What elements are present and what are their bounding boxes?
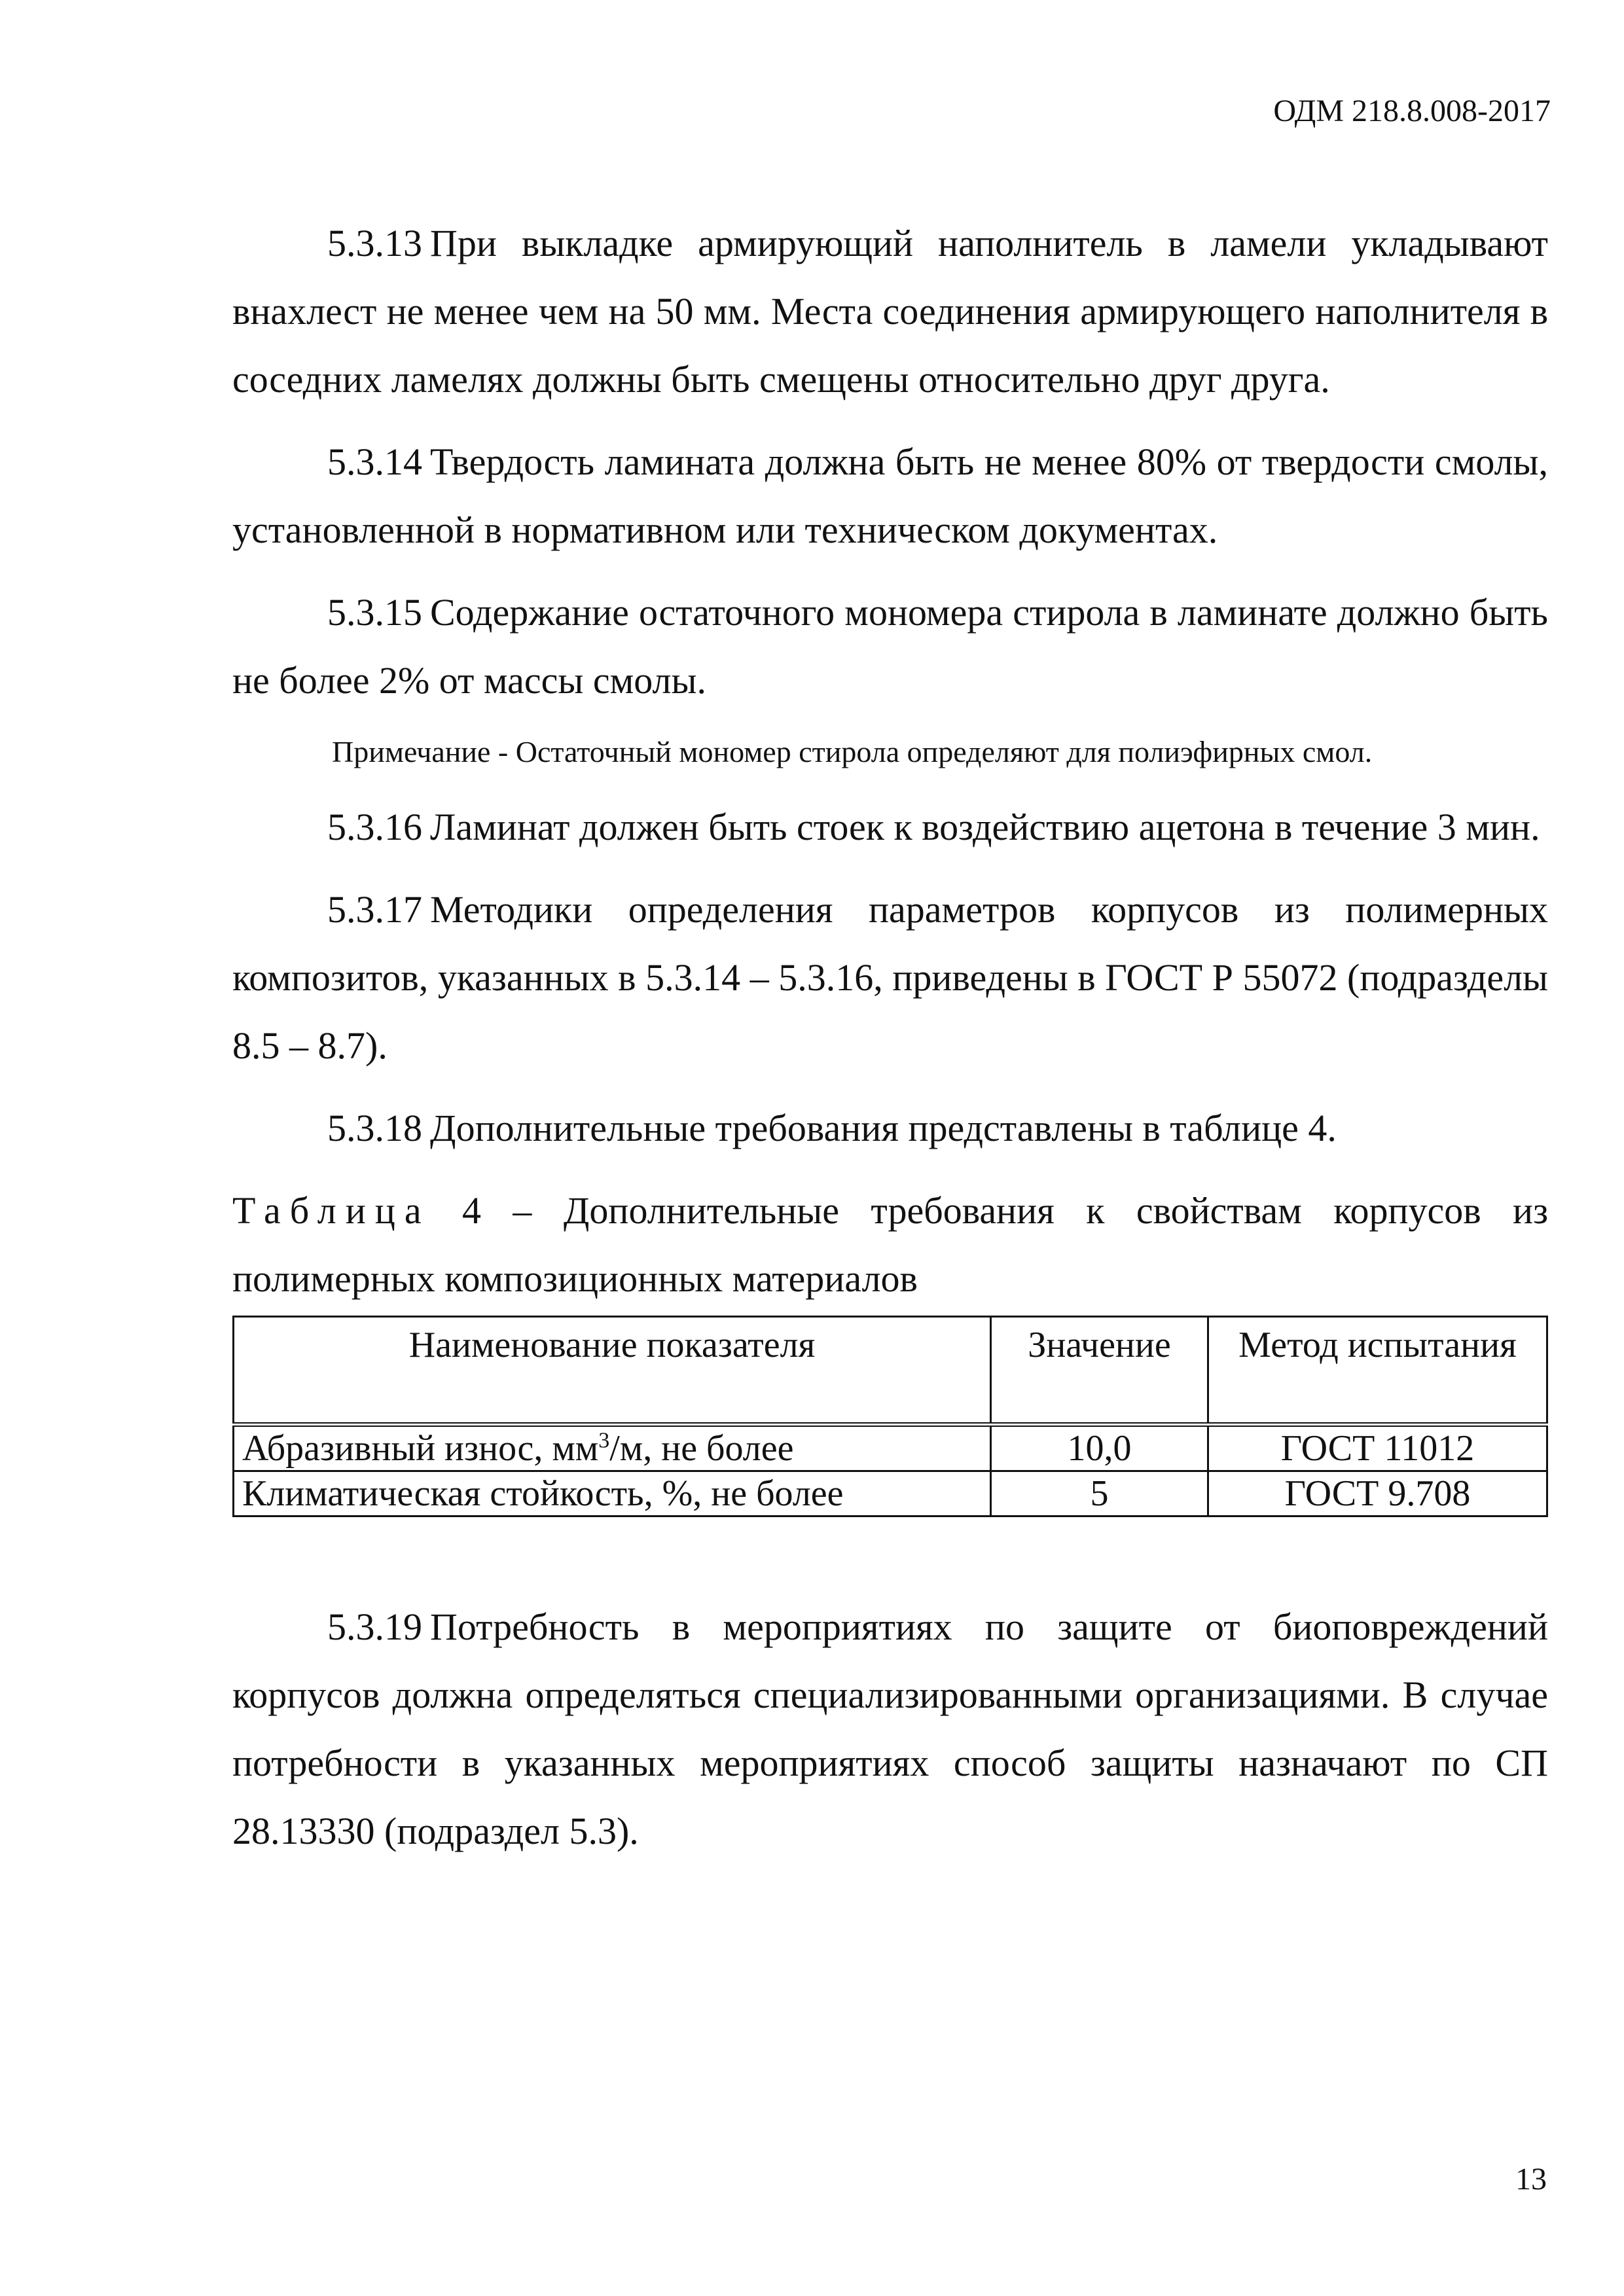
- cell-value: 10,0: [991, 1425, 1208, 1471]
- header-test-method: Метод испытания: [1208, 1317, 1547, 1425]
- clause-text: При выкладке армирующий наполнитель в ламели укладывают внахлест не менее чем на 50 мм. Места соединения армирующего наполнителя в соседних ламелях должны быть смещены относительно друг друга.: [232, 222, 1548, 401]
- superscript: 3: [598, 1428, 610, 1453]
- cell-value: 5: [991, 1471, 1208, 1516]
- table-caption-text: 4 – Дополнительные требования к свойствам корпусов из полимерных композиционных материалов: [232, 1189, 1549, 1300]
- clause-number: 5.3.15: [327, 591, 422, 634]
- clause-number: 5.3.17: [327, 888, 422, 931]
- paragraph-5-3-19: [232, 1593, 1548, 1865]
- clause-text: Дополнительные требования представлены в таблице 4.: [430, 1107, 1337, 1149]
- clause-number: 5.3.19: [327, 1605, 422, 1648]
- clause-number: 5.3.16: [327, 806, 422, 848]
- clause-text: Содержание остаточного мономера стирола в ламинате должно быть не более 2% от массы смолы.: [232, 591, 1548, 702]
- paragraph-5-3-14: [232, 428, 1548, 564]
- table-caption-label: Таблица: [232, 1189, 431, 1232]
- page-content: [232, 209, 1548, 1880]
- paragraph-5-3-15: [232, 579, 1548, 715]
- clause-text: Твердость ламината должна быть не менее 80% от твердости смолы, установленной в нормативном или техническом документах.: [232, 440, 1548, 551]
- table-row: [234, 1425, 1547, 1471]
- paragraph-5-3-16: [232, 793, 1548, 861]
- clause-text: Методики определения параметров корпусов из полимерных композитов, указанных в 5.3.14 – 5.3.16, приведены в ГОСТ Р 55072 (подразделы 8.5 – 8.7).: [232, 888, 1548, 1067]
- cell-test-method: ГОСТ 11012: [1208, 1425, 1547, 1471]
- clause-text: Ламинат должен быть стоек к воздействию ацетона в течение 3 мин.: [430, 806, 1540, 848]
- cell-test-method: ГОСТ 9.708: [1208, 1471, 1547, 1516]
- clause-number: 5.3.13: [327, 222, 422, 264]
- header-indicator-name: Наименование показателя: [234, 1317, 991, 1425]
- cell-indicator-name: Климатическая стойкость, %, не более: [234, 1471, 991, 1516]
- clause-number: 5.3.18: [327, 1107, 422, 1149]
- document-code: ОДМ 218.8.008-2017: [1273, 94, 1551, 128]
- paragraph-5-3-17: [232, 876, 1548, 1080]
- table-header-row: [234, 1317, 1547, 1425]
- paragraph-5-3-13: [232, 209, 1548, 414]
- header-value: Значение: [991, 1317, 1208, 1425]
- cell-text: Абразивный износ, мм: [242, 1428, 599, 1469]
- paragraph-5-3-18: [232, 1094, 1548, 1162]
- note: Примечание - Остаточный мономер стирола определяют для полиэфирных смол.: [332, 735, 1373, 768]
- clause-number: 5.3.14: [327, 440, 422, 483]
- requirements-table: [232, 1316, 1548, 1517]
- cell-text: /м, не более: [609, 1428, 794, 1469]
- clause-text: Потребность в мероприятиях по защите от биоповреждений корпусов должна определяться специализированными организациями. В случае потребности в указанных мероприятиях способ защиты назначают по СП 28.13330 (подраздел 5.3).: [232, 1605, 1548, 1852]
- table-row: [234, 1471, 1547, 1516]
- cell-indicator-name: [234, 1425, 991, 1471]
- table-caption: [232, 1177, 1548, 1313]
- page-number: 13: [1515, 2162, 1547, 2197]
